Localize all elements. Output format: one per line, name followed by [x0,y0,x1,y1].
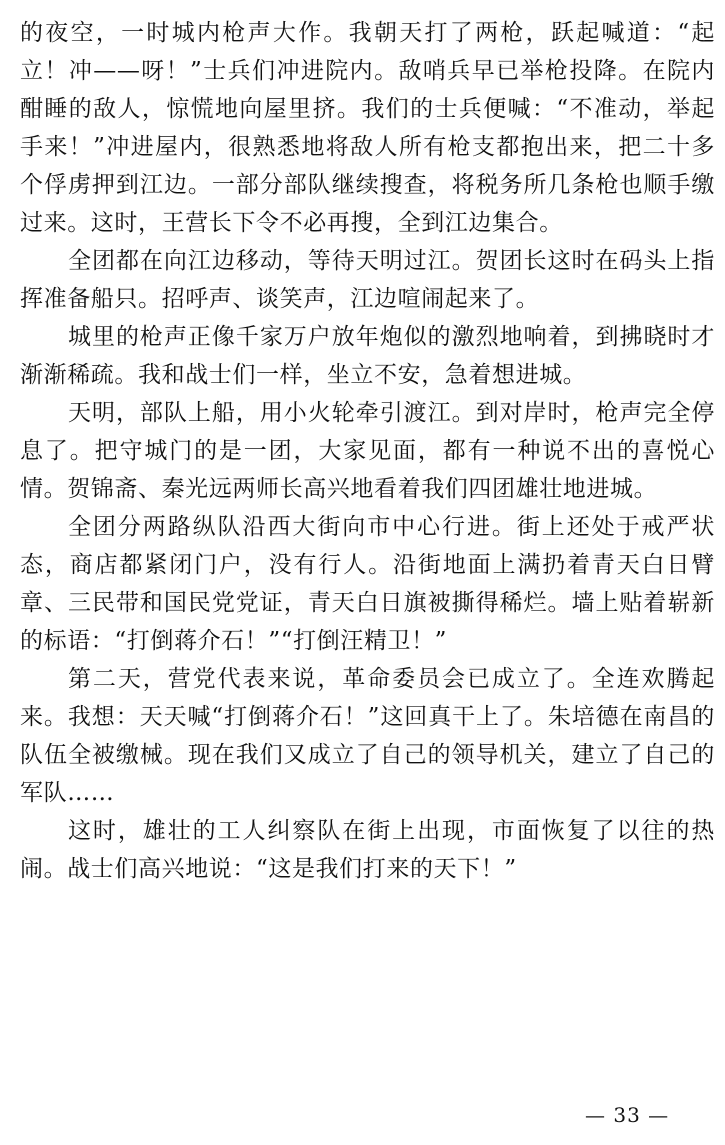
paragraph: 第二天，营党代表来说，革命委员会已成立了。全连欢腾起来。我想：天天喊“打倒蒋介石！”这回真干上了。朱培德在南昌的队伍全被缴械。现在我们又成立了自己的领导机关，建立了自己的军队…… [20,666,715,806]
paragraph: 城里的枪声正像千家万户放年炮似的激烈地响着，到拂晓时才渐渐稀疏。我和战士们一样，坐立不安，急着想进城。 [20,324,715,388]
paragraph: 天明，部队上船，用小火轮牵引渡江。到对岸时，枪声完全停息了。把守城门的是一团，大家见面，都有一种说不出的喜悦心情。贺锦斋、秦光远两师长高兴地看着我们四团雄壮地进城。 [20,400,715,502]
paragraph-continued: 的夜空，一时城内枪声大作。我朝天打了两枪，跃起喊道：“起立！冲——呀！”士兵们冲进院内。敌哨兵早已举枪投降。在院内酣睡的敌人，惊慌地向屋里挤。我们的士兵便喊：“不准动，举起手来！”冲进屋内，很熟悉地将敌人所有枪支都抱出来，把二十多个俘虏押到江边。一部分部队继续搜查，将税务所几条枪也顺手缴过来。这时，王营长下令不必再搜，全到江边集合。 [20,20,715,236]
body-text [20,14,715,888]
paragraph: 全团都在向江边移动，等待天明过江。贺团长这时在码头上指挥准备船只。招呼声、谈笑声，江边喧闹起来了。 [20,248,715,312]
paragraph: 这时，雄壮的工人纠察队在街上出现，市面恢复了以往的热闹。战士们高兴地说：“这是我们打来的天下！” [20,818,715,882]
page-number: — 33 — [585,1103,670,1127]
paragraph: 全团分两路纵队沿西大街向市中心行进。街上还处于戒严状态，商店都紧闭门户，没有行人。沿街地面上满扔着青天白日臂章、三民带和国民党党证，青天白日旗被撕得稀烂。墙上贴着崭新的标语：“打倒蒋介石！”“打倒汪精卫！” [20,514,715,654]
